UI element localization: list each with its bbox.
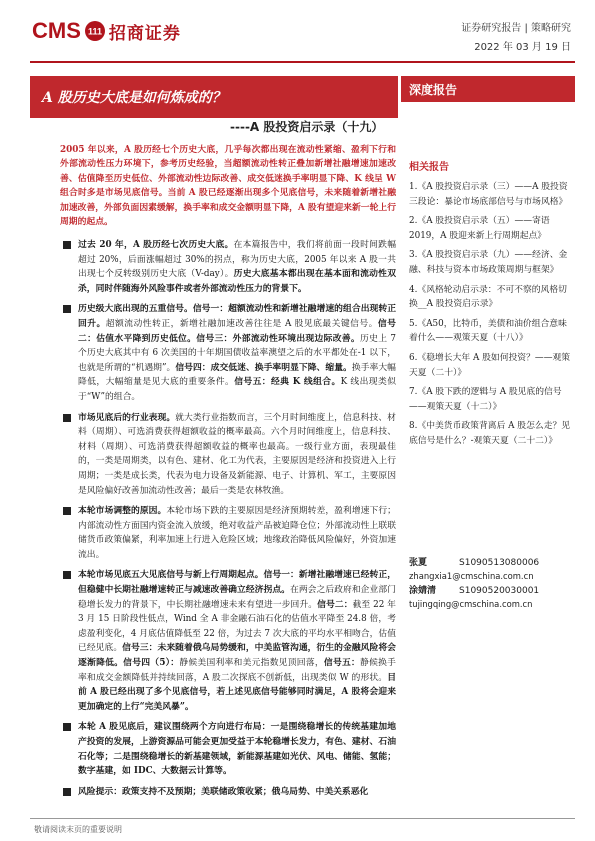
series-subtitle: ----A 股投资启示录（十九） — [230, 120, 384, 134]
logo-cn-text: 招商证券 — [108, 23, 181, 44]
bullet-square-icon — [63, 788, 71, 796]
bullet-item: 过去 20 年，A 股历经七次历史大底。在本篇报告中，我们将前面一段时间跌幅超过 20%，后面涨幅超过 30%的拐点，称为历史大底，2005 年以来 A 股一共出现七个反转级别历史大底（V-day）。历史大底基本都出现在基本面和流动性双杀，同时伴随海外风险事件或者外部流动性压力的背景下。 — [60, 238, 396, 296]
related-reports-title: 相关报告 — [409, 162, 449, 173]
bullet-square-icon — [63, 305, 71, 313]
bullet-item: 本轮 A 股见底后，建议围绕两个方向进行布局：一是围绕稳增长的传统基建加地产投资的发展，上游资源品可能会更加受益于本轮稳增长发力，有色、建材、石油石化等；二是围绕稳增长的新基建领域，新能源基建如光伏、风电、储能、氢能；数字基建，如 IDC、大数据云计算等。 — [60, 720, 396, 778]
analyst-name: 涂婧清 — [409, 586, 437, 596]
summary-paragraph: 2005 年以来，A 股历经七个历史大底，几乎每次都出现在流动性紧缩、盈利下行和外部流动性压力环境下，参考历史经验，当超额流动性转正叠加新增社融增速加速改善、估值降至历史低位、外部流动性边际改善、成交低迷换手率明显下降、K 线呈 W 组合时多是市场见底信号。当前 A 股已经逐渐出现多个见底信号，未来随着新增社融加速改善，外部负面因素缓解，换手率和成交金额明显下降，A 股有望迎来新一轮上行周期的起点。 — [60, 145, 396, 228]
logo-cms-text: CMS — [32, 18, 81, 43]
svg-text:111: 111 — [87, 26, 102, 37]
sidebar-heading: 深度报告 — [409, 83, 458, 97]
analyst-name: 张夏 — [409, 558, 428, 568]
related-reports — [409, 158, 571, 454]
bullet-item: 市场见底后的行业表现。就大类行业指数而言，三个月时间维度上，信息科技、材料（周期）、可选消费获得超额收益的概率最高。六个月时间维度上，信息科技、材料（周期）、可选消费获得超额收益的概率也最高。一级行业方面，表现最佳的，一类是周期类，以有色、建材、化工为代表，主要原因是经济和投资进入上行周期；一类是成长类，代表为电力设备及新能源、电子、计算机、军工，主要原因是风险偏好改善加流动性改善；最后一类是农林牧渔。 — [60, 411, 396, 499]
analyst-email[interactable]: zhangxia1@cmschina.com.cn — [409, 571, 534, 581]
bullet-item: 风险提示：政策支持不及预期；美联储政策收紧；俄乌局势、中美关系恶化 — [60, 785, 396, 800]
footer-note: 敬请阅读末页的重要说明 — [34, 825, 122, 834]
header-divider — [30, 61, 575, 63]
related-report-link[interactable]: 5.《A50，比特币，美债和油价组合意味着什么——观策天夏（十八）》 — [409, 318, 567, 344]
logo-mark-icon — [84, 20, 106, 42]
related-report-link[interactable]: 4.《风格轮动启示录：不可不察的风格切换__A 股投资启示录》 — [409, 284, 567, 310]
title-banner — [30, 76, 398, 118]
related-report-link[interactable]: 7.《A 股下跌的逻辑与 A 股见底的信号——观策天夏（十二）》 — [409, 387, 562, 412]
bullet-square-icon — [63, 414, 71, 422]
analyst-block — [409, 557, 571, 613]
company-logo — [32, 18, 181, 44]
analyst-email[interactable]: tujingqing@cmschina.com.cn — [409, 599, 533, 609]
related-report-link[interactable]: 8.《中美货币政策背离后 A 股怎么走？见底信号是什么？-观策天夏（二十二）》 — [409, 421, 571, 446]
page-title: A 股历史大底是如何炼成的？ — [42, 90, 226, 106]
report-date: 2022 年 03 月 19 日 — [474, 42, 571, 53]
sidebar-heading-banner — [401, 76, 575, 102]
footer-divider — [30, 818, 575, 819]
bullet-square-icon — [63, 507, 71, 515]
bullet-item: 历史级大底出现的五重信号。信号一：超额流动性和新增社融增速的组合出现转正回升。超额流动性转正，新增社融加速改善往往是 A 股见底最关键信号。信号二：估值水平降到历史低位。信号三：外部流动性环境出现边际改善。历史上 7 个历史大底其中有 6 次美国的十年期国债收益率澳望之后的水平都处在-1 以下，也就是所谓的“机遇期”。信号四：成交低迷、换手率明显下降、缩量。换手率大幅降低，大幅缩量是见大底的重要条件。信号五：经典 K 线组合。K 线出现类似于“W”的组合。 — [60, 302, 396, 404]
bullet-item: 本轮市场调整的原因。本轮市场下跌的主要原因是经济预期转差，盈利增速下行；内部流动性方面国内资金流入放缓，绝对收益产品被迫降仓位；外部流动性上联联储货币政策偏紧，利率加速上行进入危险区域；地缘政治降低风险偏好，外资加速流出。 — [60, 504, 396, 562]
analyst-license: S1090513080006 — [459, 558, 540, 568]
related-report-link[interactable]: 6.《稳增长大年 A 股如何投资？——观策天夏（二十）》 — [409, 352, 571, 378]
bullet-item: 本轮市场见底五大见底信号与新上行周期起点。信号一：新增社融增速已经转正，但稳健中长期社融增速转正与减速改善确立经济拐点。在两会之后政府和企业部门稳增长发力的背景下，中长期社融增速未来有望进一步回升。信号二：截至 22 年 3 月 15 日阶段性低点，Wind 全 A 非金融石油石化的估值水平降至 24.8 倍，考虑盈利变化，4 月底估值降低至 22 倍，为过去 7 次大底的平均水平相吻合，估值已经见底。信号三：未来随着俄乌局势缓和，中美监管沟通，衍生的金融风险将会逐渐降低。信号四（5）：静候美国利率和美元指数见顶回落，信号五：静候换手率和成交金额降低并持续回落，A 股二次探底不创新低，出现类似 W 的形状。目前 A 股已经出现了多个见底信号，若上述见底信号能够同时满足，A 股将会迎来更加确定的上行“完美风暴”。 — [60, 568, 396, 714]
related-report-link[interactable]: 2.《A 股投资启示录（五）——寄语 2019，A 股迎来新上行周期起点》 — [409, 216, 550, 241]
analyst-license: S1090520030001 — [459, 586, 540, 596]
bullet-list — [60, 238, 396, 805]
related-report-link[interactable]: 1.《A 股投资启示录（三）——A 股投资三段论：暴论市场底部信号与市场风格》 — [409, 182, 568, 207]
bullet-square-icon — [63, 241, 71, 249]
page-header — [0, 0, 595, 62]
bullet-square-icon — [63, 571, 71, 579]
analyst-row — [409, 557, 571, 570]
bullet-square-icon — [63, 723, 71, 731]
analyst-row — [409, 585, 571, 598]
related-report-link[interactable]: 3.《A 股投资启示录（九）——经济、金融、科技与资本市场政策周期与框架》 — [409, 250, 568, 275]
report-type: 证券研究报告 | 策略研究 — [461, 23, 571, 34]
